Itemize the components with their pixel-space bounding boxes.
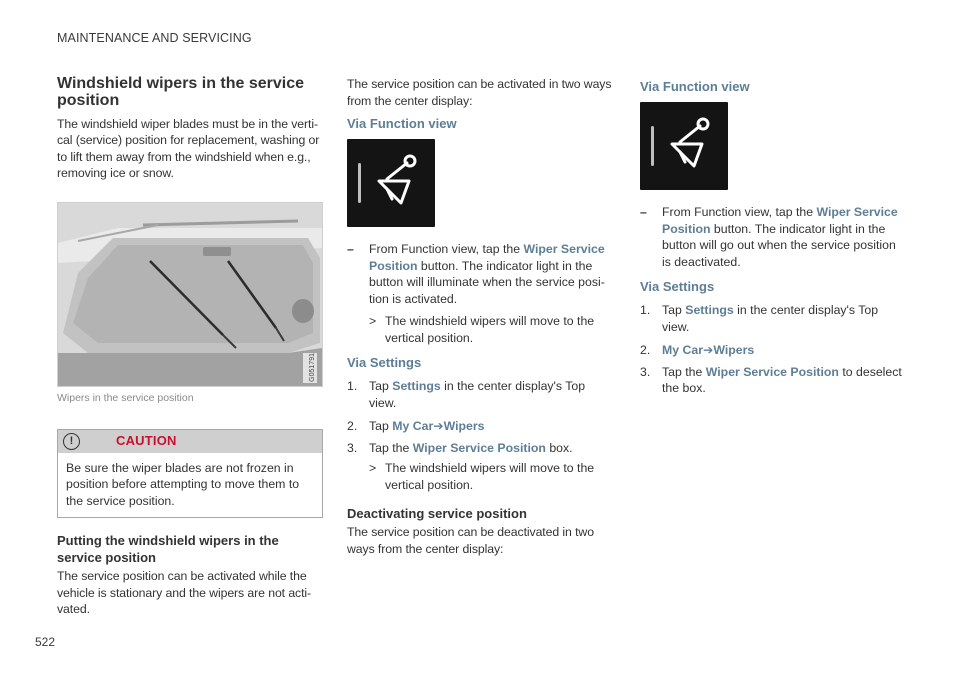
my-car-label: My Car [392,419,434,433]
settings-step-2 [640,342,906,359]
step-number: 1. [640,303,651,317]
settings-label: Settings [685,303,734,317]
step-text-end: in the center display's Top view. [369,379,586,410]
dash-mark: – [640,205,647,219]
section-title: Windshield wipers in the service position [57,75,305,109]
wiper-service-button-image [640,102,728,190]
image-code: G051791 [309,352,316,382]
settings-step-2 [347,418,613,435]
result-2 [347,460,613,493]
activate-intro: The service position can be activated in two ways from the center display: [347,77,612,108]
via-function-heading: Via Function view [347,116,457,131]
windshield-photo [57,202,323,387]
step-text-end: in the center display's Top view. [662,303,879,334]
page-number: 522 [35,635,56,649]
via-function-heading: Via Function view [640,79,750,94]
subsection-text: The service position can be activated while the vehicle is stationary and the wipers are not acti-vated. [57,569,312,617]
step-text: From Function view, tap the [662,205,817,219]
step-text: Tap [662,303,686,317]
caution-header [58,430,322,453]
wiper-service-icon [640,102,728,190]
my-car-label: My Car [662,343,704,357]
wiper-service-button-image [347,139,435,227]
step-text-end: button. The indicator light in the button will go out when the service position is deactivated. [662,221,896,269]
settings-step-3 [347,440,613,457]
settings-label: Settings [392,379,441,393]
photo-caption: Wipers in the service position [57,391,194,404]
via-settings-heading: Via Settings [347,355,422,370]
result-mark: > [369,314,377,328]
caution-text: Be sure the wiper blades are not frozen in position before attempting to move them to the service position. [66,460,300,508]
step-number: 2. [640,343,651,357]
arrow-right-icon: ➔ [433,419,444,433]
arrow-right-icon: ➔ [703,343,714,357]
step-text-end: to deselect the box. [662,364,902,395]
step-number: 3. [347,440,358,455]
wiper-service-position-label: Wiper Service Position [662,205,898,236]
function-view-step [640,204,906,270]
caution-label: CAUTION [116,432,177,448]
wipers-label: Wipers [713,343,755,357]
deactivate-text: The service position can be deactivated in two ways from the center display: [347,525,594,556]
settings-step-1 [347,378,613,411]
result-mark: > [369,461,377,475]
column-3 [640,76,906,397]
step-text: Tap the [369,440,413,455]
result-text: The windshield wipers will move to the vertical position. [385,314,595,345]
via-settings-heading: Via Settings [640,279,715,294]
step-text-end: box. [545,440,573,455]
wiper-service-position-label: Wiper Service Position [412,440,546,455]
step-text: Tap [369,419,393,433]
function-view-step [347,241,613,307]
caution-box [57,429,323,519]
result-text: The windshield wipers will move to the vertical position. [385,461,595,492]
result-1 [347,313,613,346]
deactivate-heading: Deactivating service position [347,506,527,521]
page-header: MAINTENANCE AND SERVICING [57,31,252,45]
warning-icon: ! [63,433,80,450]
intro-text: The windshield wiper blades must be in the verti-cal (service) position for replacement, washing or to lift them away from the windshield when e.g., removing ice or snow. [57,116,320,181]
step-text: Tap [369,379,393,393]
subsection-title: Putting the windshield wipers in the service position [57,533,279,566]
step-number: 1. [347,379,358,393]
wiper-service-position-label: Wiper Service Position [369,242,605,273]
dash-mark: – [347,242,354,256]
wiper-service-icon [347,139,435,227]
step-number: 3. [640,364,651,379]
step-text: From Function view, tap the [369,242,524,256]
step-number: 2. [347,419,358,433]
column-1 [57,76,323,618]
windshield-illustration [58,203,322,386]
settings-step-1 [640,302,906,335]
wiper-service-position-label: Wiper Service Position [705,364,839,379]
settings-step-3 [640,364,906,397]
wipers-label: Wipers [443,419,485,433]
step-text: Tap the [662,364,706,379]
column-2 [347,76,613,557]
step-text-end: button. The indicator light in the button will illuminate when the service posi-tion is activated. [369,258,605,306]
